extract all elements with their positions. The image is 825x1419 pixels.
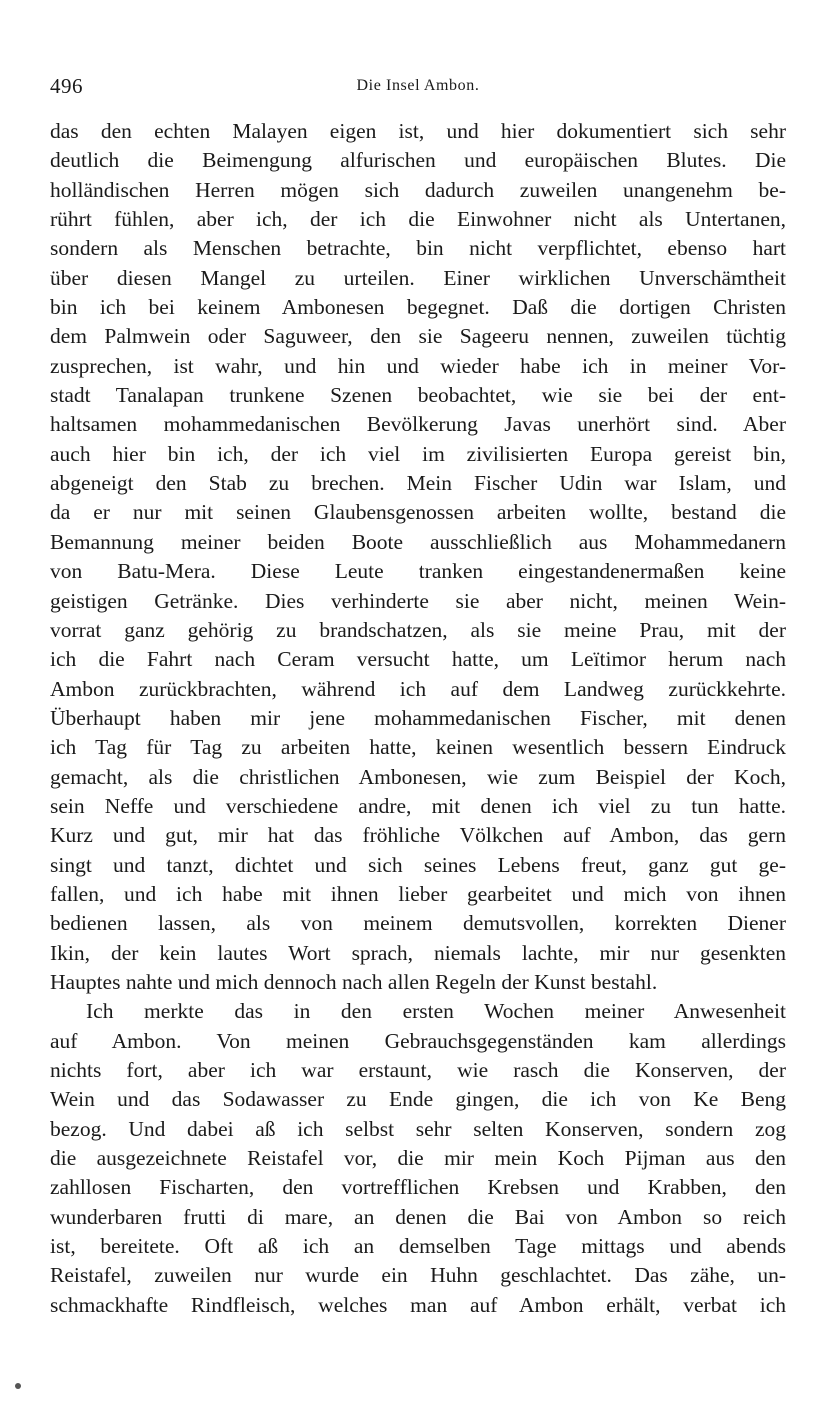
text-line: die ausgezeichnete Reistafel vor, die mir mein Koch Pijman aus den: [50, 1146, 786, 1171]
text-line: Reistafel, zuweilen nur wurde ein Huhn geschlachtet. Das zähe, un-: [50, 1263, 786, 1288]
text-line: gemacht, als die christlichen Ambonesen, wie zum Beispiel der Koch,: [50, 764, 786, 789]
body-text: [50, 117, 786, 1320]
text-line: Ich merkte das in den ersten Wochen meiner Anwesenheit: [86, 999, 786, 1024]
text-line: nichts fort, aber ich war erstaunt, wie rasch die Konserven, der: [50, 1058, 786, 1082]
text-line: deutlich die Beimengung alfurischen und europäischen Blutes. Die: [50, 148, 786, 173]
running-title: Die Insel Ambon.: [356, 77, 480, 94]
text-line: dem Palmwein oder Saguweer, den sie Sageeru nennen, zuweilen tüchtig: [50, 324, 786, 349]
text-line: stadt Tanalapan trunkene Szenen beobachtet, wie sie bei der ent-: [50, 383, 786, 408]
text-line: singt und tanzt, dichtet und sich seines Lebens freut, ganz gut ge-: [50, 852, 786, 877]
text-line: das den echten Malayen eigen ist, und hier dokumentiert sich sehr: [50, 119, 786, 143]
text-line: holländischen Herren mögen sich dadurch zuweilen unangenehm be-: [50, 177, 786, 202]
page-number: 496: [50, 74, 83, 98]
text-line: bin ich bei keinem Ambonesen begegnet. Daß die dortigen Christen: [50, 295, 786, 320]
paragraph: [50, 117, 786, 997]
paragraph: [50, 997, 786, 1320]
text-line: geistigen Getränke. Dies verhinderte sie aber nicht, meinen Wein-: [50, 588, 786, 613]
text-line: Überhaupt haben mir jene mohammedanischen Fischer, mit denen: [50, 705, 786, 730]
text-line: zusprechen, ist wahr, und hin und wieder habe ich in meiner Vor-: [50, 353, 786, 378]
text-line: auf Ambon. Von meinen Gebrauchsgegenständen kam allerdings: [50, 1028, 786, 1053]
text-line: ich die Fahrt nach Ceram versucht hatte, um Leïtimor herum nach: [50, 647, 786, 672]
text-line: Ikin, der kein lautes Wort sprach, niemals lachte, mir nur gesenkten: [50, 940, 786, 965]
text-line: rührt fühlen, aber ich, der ich die Einwohner nicht als Untertanen,: [50, 207, 786, 232]
text-line: haltsamen mohammedanischen Bevölkerung Javas unerhört sind. Aber: [50, 412, 786, 437]
text-line: über diesen Mangel zu urteilen. Einer wirklichen Unverschämtheit: [50, 265, 786, 290]
text-line: Bemannung meiner beiden Boote ausschließlich aus Mohammedanern: [50, 529, 786, 554]
text-line: Hauptes nahte und mich dennoch nach allen Regeln der Kunst bestahl.: [50, 969, 658, 994]
text-line: schmackhafte Rindfleisch, welches man auf Ambon erhält, verbat ich: [50, 1292, 786, 1317]
text-line: ist, bereitete. Oft aß ich an demselben Tage mittags und abends: [50, 1234, 786, 1259]
scan-speck: [15, 1383, 21, 1389]
text-line: bedienen lassen, als von meinem demutsvollen, korrekten Diener: [50, 911, 786, 936]
text-line: zahllosen Fischarten, den vortrefflichen Krebsen und Krabben, den: [50, 1175, 786, 1200]
text-line: wunderbaren frutti di mare, an denen die Bai von Ambon so reich: [50, 1204, 786, 1229]
text-line: ich Tag für Tag zu arbeiten hatte, keinen wesentlich bessern Eindruck: [50, 735, 786, 760]
page-header: [50, 74, 786, 104]
text-line: Kurz und gut, mir hat das fröhliche Völkchen auf Ambon, das gern: [50, 823, 786, 848]
text-line: sein Neffe und verschiedene andre, mit denen ich viel zu tun hatte.: [50, 793, 786, 818]
text-line: sondern als Menschen betrachte, bin nicht verpflichtet, ebenso hart: [50, 236, 786, 261]
text-line: bezog. Und dabei aß ich selbst sehr selten Konserven, sondern zog: [50, 1116, 786, 1141]
text-line: vorrat ganz gehörig zu brandschatzen, als sie meine Prau, mit der: [50, 617, 786, 642]
text-line: Ambon zurückbrachten, während ich auf dem Landweg zurückkehrte.: [50, 676, 786, 701]
text-line: auch hier bin ich, der ich viel im zivilisierten Europa gereist bin,: [50, 441, 786, 466]
text-line: abgeneigt den Stab zu brechen. Mein Fischer Udin war Islam, und: [50, 471, 786, 496]
text-line: da er nur mit seinen Glaubensgenossen arbeiten wollte, bestand die: [50, 500, 786, 525]
text-line: Wein und das Sodawasser zu Ende gingen, die ich von Ke Beng: [50, 1087, 786, 1112]
text-line: fallen, und ich habe mit ihnen lieber gearbeitet und mich von ihnen: [50, 881, 786, 906]
text-line: von Batu-Mera. Diese Leute tranken eingestandenermaßen keine: [50, 559, 786, 584]
